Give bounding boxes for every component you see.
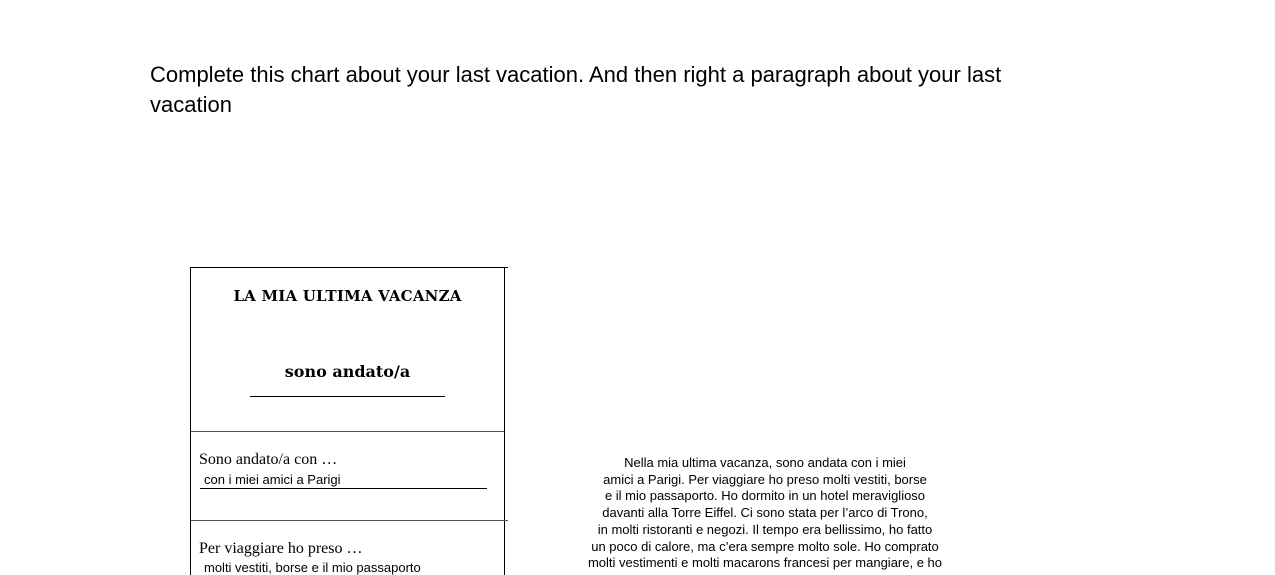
answer-line xyxy=(200,488,487,489)
row-label: Per viaggiare ho preso … xyxy=(199,540,363,557)
chart-subtitle: sono andato/a xyxy=(284,362,411,381)
row-answer: molti vestiti, borse e il mio passaporto xyxy=(204,560,421,575)
chart-row-companions xyxy=(191,431,508,521)
chart-row-packing xyxy=(191,520,508,575)
chart-title: LA MIA ULTIMA VACANZA xyxy=(233,287,462,305)
instructions-text: Complete this chart about your last vacation. And then right a paragraph about your last vacation xyxy=(150,62,1002,117)
vacation-chart xyxy=(190,267,508,575)
paragraph-line: Nella mia ultima vacanza, sono andata con i miei xyxy=(624,455,906,470)
paragraph-line: davanti alla Torre Eiffel. Ci sono stata per l’arco di Trono, xyxy=(602,505,928,521)
paragraph-line: molti vestimenti e molti macarons francesi per mangiare, e ho xyxy=(587,555,943,571)
row-label: Sono andato/a con … xyxy=(199,451,338,468)
paragraph-line: in molti ristoranti e negozi. Il tempo era bellissimo, ho fatto xyxy=(597,521,933,537)
subtitle-blank-line xyxy=(250,396,445,397)
chart-header xyxy=(191,268,504,432)
row-answer: con i miei amici a Parigi xyxy=(204,472,341,487)
vacation-paragraph xyxy=(560,455,970,572)
paragraph-line: amici a Parigi. Per viaggiare ho preso molti vestiti, borse xyxy=(603,471,927,487)
paragraph-line: e il mio passaporto. Ho dormito in un hotel meraviglioso xyxy=(604,488,926,504)
paragraph-line: un poco di calore, ma c’era sempre molto sole. Ho comprato xyxy=(591,538,939,554)
